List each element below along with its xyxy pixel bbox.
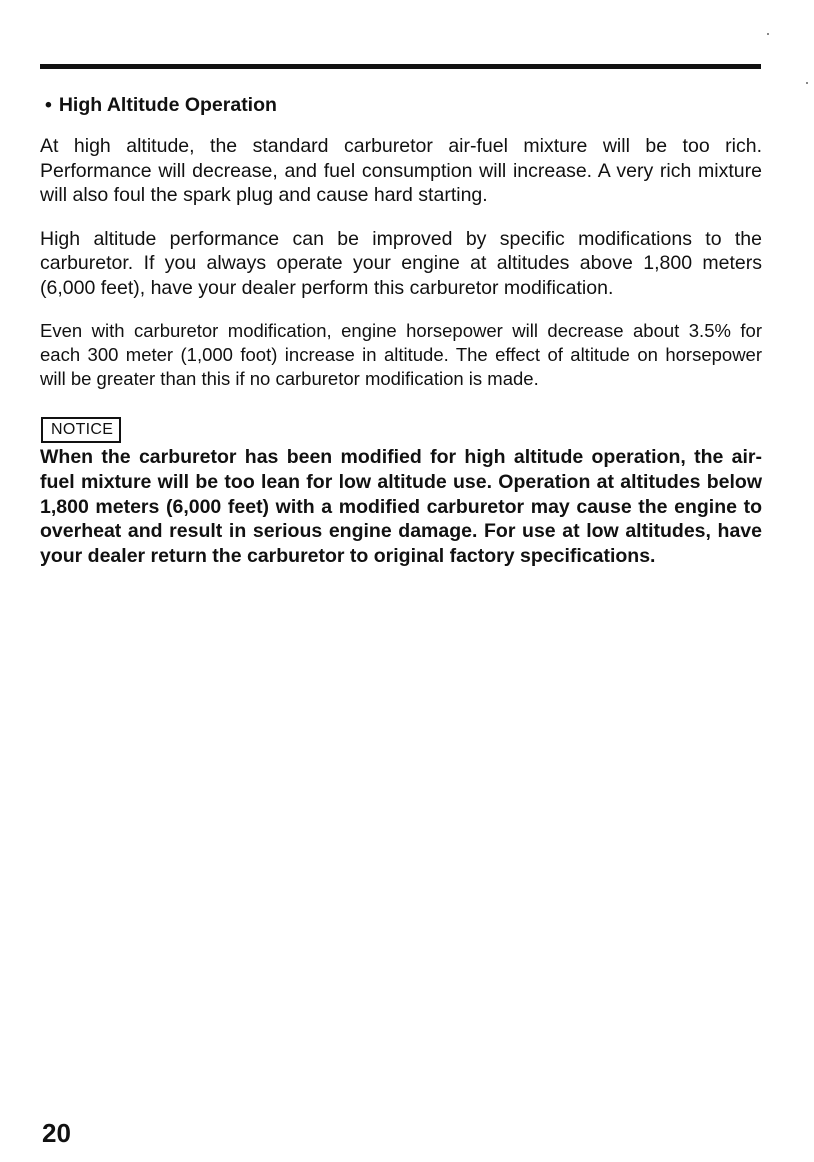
top-rule (40, 64, 761, 69)
notice-text: When the carburetor has been modified for high altitude operation, the air-fuel mixture will be too lean for low altitude use. Operation at altitudes below 1,800 meters (6,000 feet) with a modified carburetor may cause the engine to overheat and result in serious engine damage. For use at low altitudes, have your dealer return the carburetor to original factory specifications. (40, 446, 762, 568)
page-content (40, 93, 762, 569)
section-heading-text: High Altitude Operation (58, 94, 277, 116)
paragraph-horsepower: Even with carburetor modification, engine horsepower will decrease about 3.5% for each 300 meter (1,000 foot) increase in altitude. The effect of altitude on horsepower will be greater than this if no carburetor modification is made. (40, 320, 762, 389)
paragraph-rich-mixture: At high altitude, the standard carburetor air-fuel mixture will be too rich. Performance will decrease, and fuel consumption will increase. A very rich mixture will also foul the spark plug and cause hard starting. (40, 135, 762, 206)
paragraph-modification: High altitude performance can be improved by specific modifications to the carburetor. If you always operate your engine at altitudes above 1,800 meters (6,000 feet), have your dealer perform this carburetor modification. (40, 227, 762, 299)
scan-speck (767, 33, 769, 35)
section-heading (45, 93, 762, 117)
scan-speck (806, 82, 808, 84)
page-number: 20 (42, 1118, 71, 1148)
bullet: • (45, 94, 52, 116)
notice-label: NOTICE (41, 417, 121, 443)
